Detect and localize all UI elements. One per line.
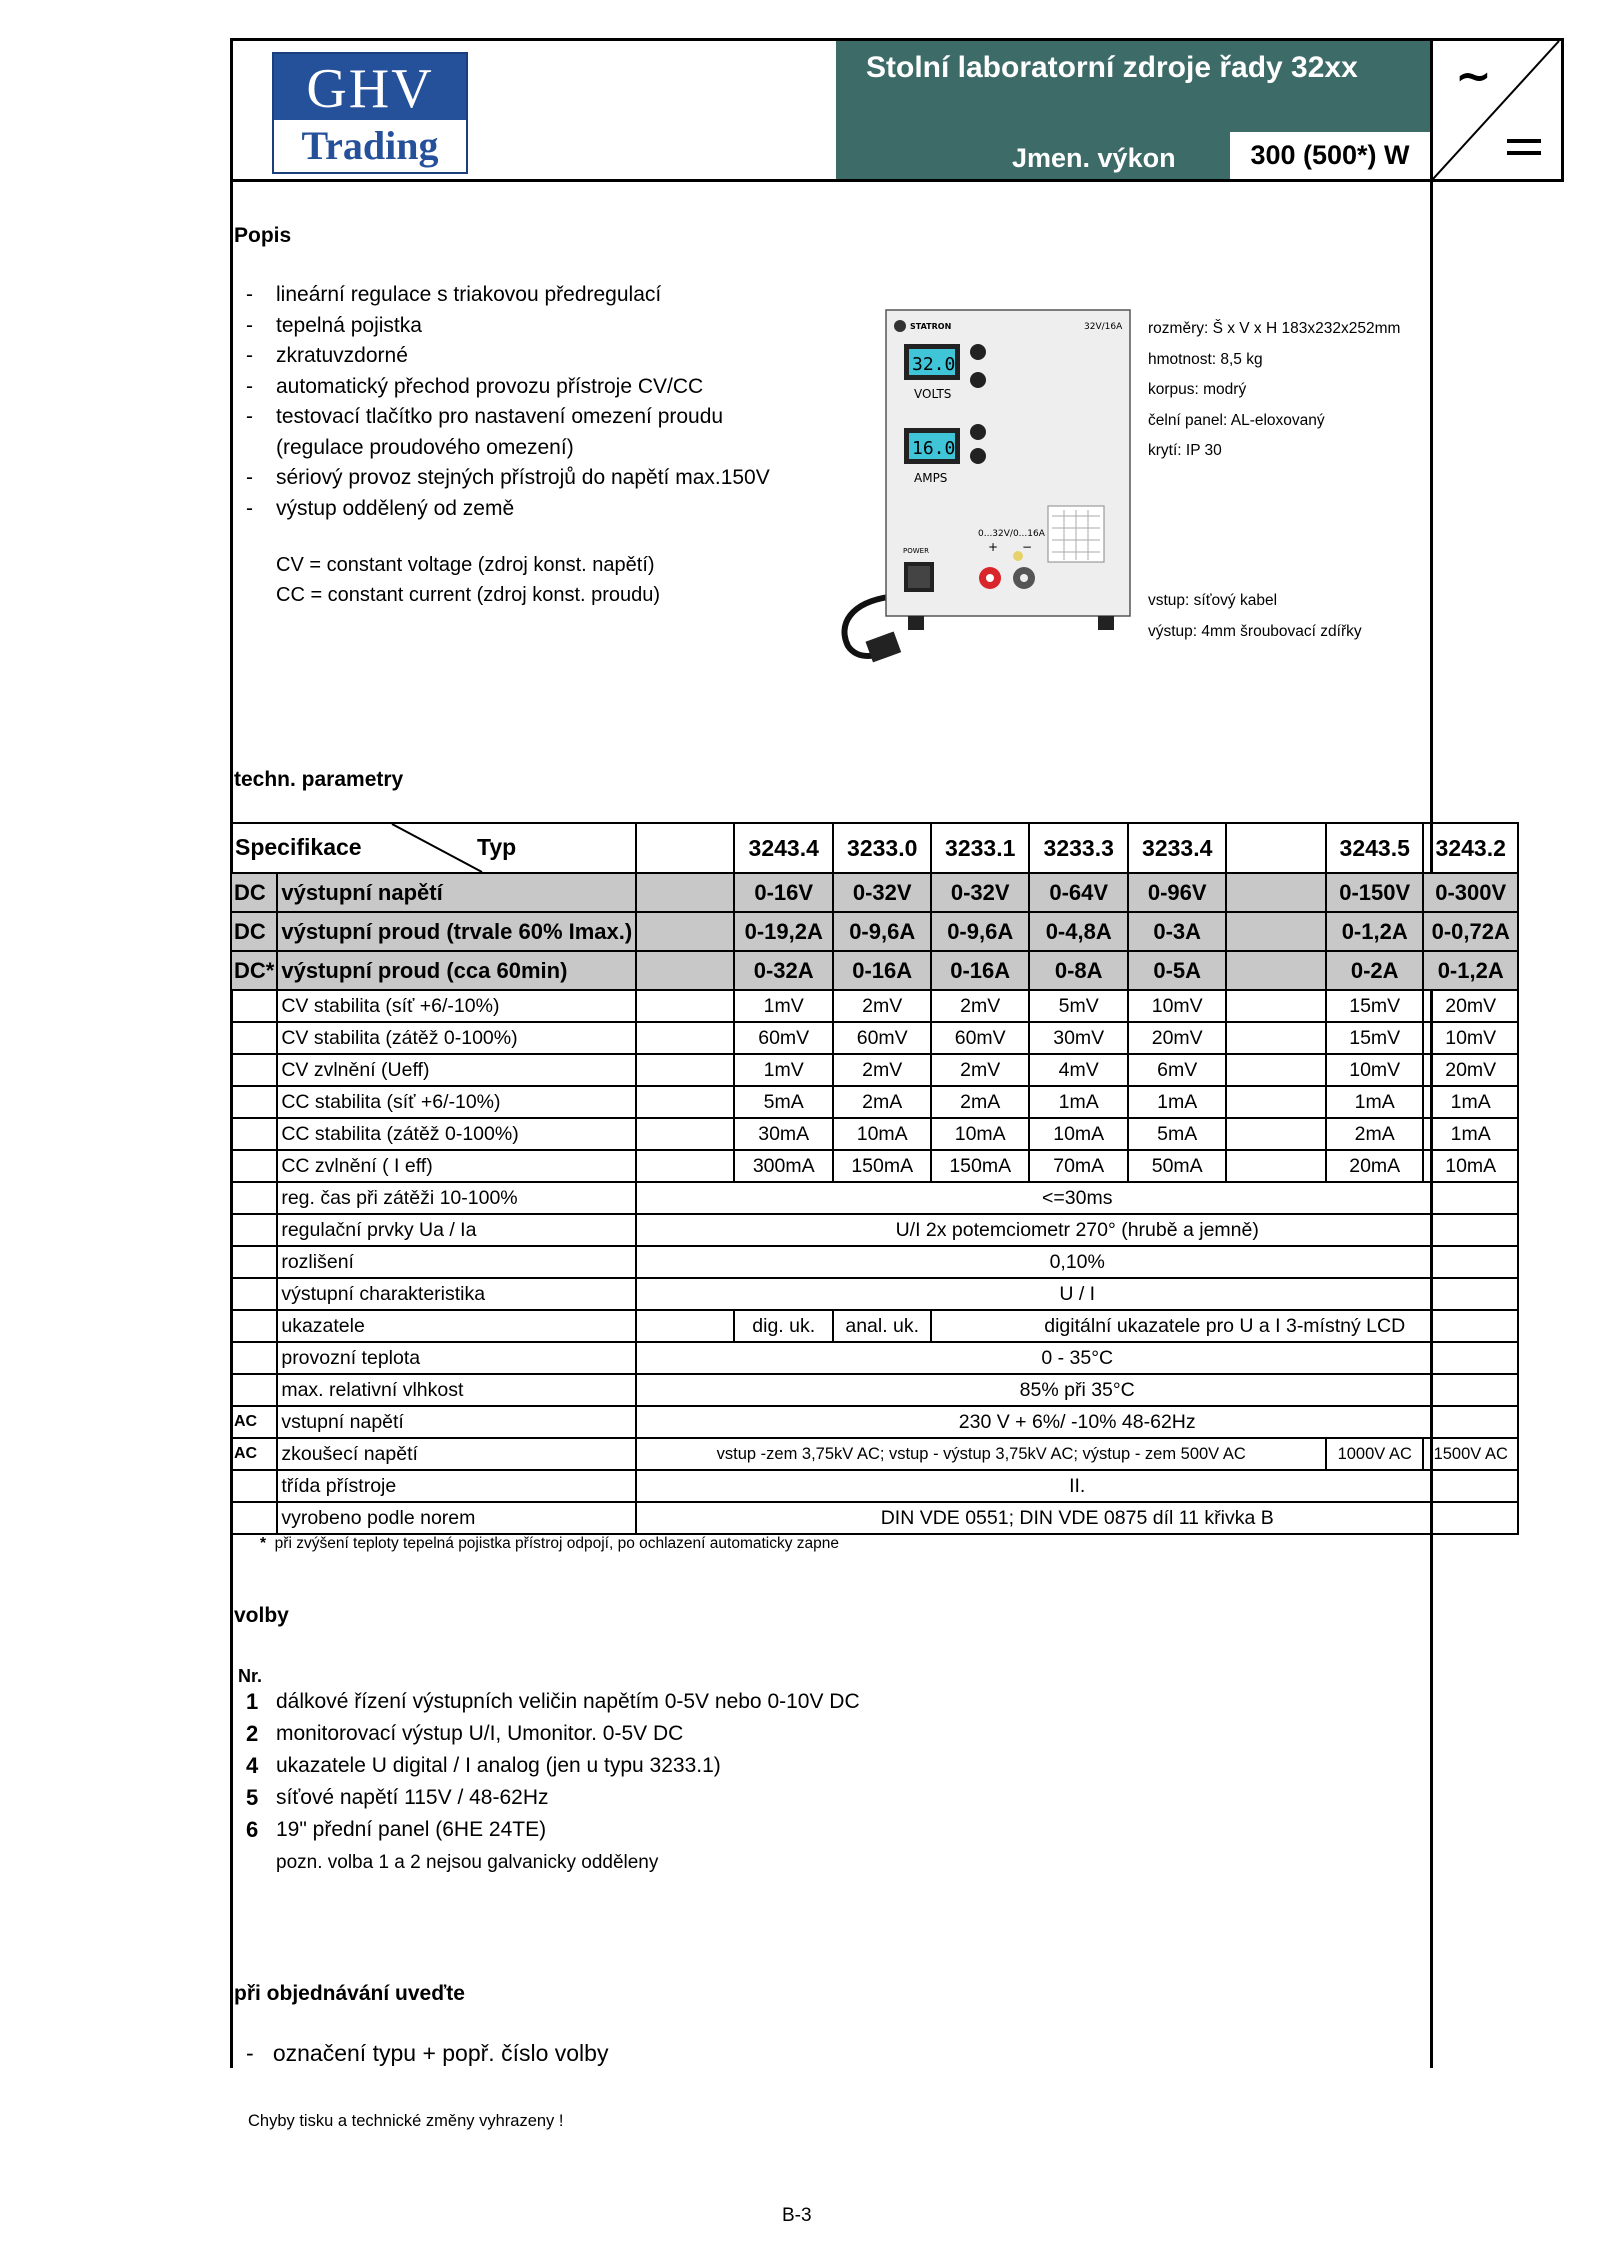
row-label: vstupní napětí (277, 1406, 636, 1438)
row-label: CV stabilita (síť +6/-10%) (277, 990, 636, 1022)
table-row (231, 1310, 1518, 1342)
power-supply-image (838, 306, 1138, 666)
logo-bottom: Trading (301, 123, 439, 168)
row-prefix (231, 1214, 277, 1246)
option-number: 5 (246, 1785, 259, 1810)
device-power-label: POWER (903, 547, 929, 555)
row-label: zkoušecí napětí (277, 1438, 636, 1470)
list-item: tepelná pojistka (276, 313, 422, 337)
table-cell: 0-1,2A (1423, 951, 1518, 990)
table-row (231, 1214, 1518, 1246)
row-label: výstupní napětí (277, 873, 636, 912)
row-prefix: AC (231, 1438, 277, 1470)
option-text: monitorovací výstup U/I, Umonitor. 0-5V DC (276, 1722, 684, 1745)
type-header: 3243.5 (1326, 823, 1423, 873)
table-cell (1226, 951, 1326, 990)
volby-list (246, 1686, 860, 1846)
table-cell (636, 1054, 734, 1086)
table-cell: U / I (636, 1278, 1518, 1310)
type-header (1226, 823, 1326, 873)
table-cell (636, 951, 734, 990)
table-cell: 2mA (931, 1086, 1029, 1118)
order-text: označení typu + popř. číslo volby (272, 2040, 609, 2066)
row-label: výstupní proud (trvale 60% Imax.) (277, 912, 636, 951)
tech-heading: techn. parametry (234, 768, 404, 791)
option-text: 19" přední panel (6HE 24TE) (276, 1818, 547, 1841)
table-cell: 0-4,8A (1029, 912, 1128, 951)
table-cell: 20mV (1128, 1022, 1226, 1054)
spec-table (230, 822, 1519, 1535)
list-item: sériový provoz stejných přístrojů do napětí max.150V (276, 466, 770, 489)
table-cell (636, 1086, 734, 1118)
device-range: 0...32V/0...16A (978, 529, 1045, 539)
table-cell (636, 873, 734, 912)
row-label: třída přístroje (277, 1470, 636, 1502)
table-cell: 5mA (734, 1086, 833, 1118)
table-cell: 1mA (1423, 1118, 1518, 1150)
row-label: CC zvlnění ( I eff) (277, 1150, 636, 1182)
table-cell: 50mA (1128, 1150, 1226, 1182)
table-cell: 300mA (734, 1150, 833, 1182)
row-label: max. relativní vlhkost (277, 1374, 636, 1406)
option-number: 2 (246, 1721, 259, 1746)
row-prefix (231, 1342, 277, 1374)
table-cell: 1mA (1326, 1086, 1423, 1118)
table-cell: DIN VDE 0551; DIN VDE 0875 díl 11 křivka B (636, 1502, 1518, 1534)
row-prefix (231, 1182, 277, 1214)
table-cell: 0-32A (734, 951, 833, 990)
footnote-text: při zvýšení teploty tepelná pojistka přístroj odpojí, po ochlazení automaticky zapne (274, 1535, 840, 1552)
table-cell (1226, 1086, 1326, 1118)
row-label: CC stabilita (zátěž 0-100%) (277, 1118, 636, 1150)
type-header: 3243.4 (734, 823, 833, 873)
row-prefix (231, 990, 277, 1022)
typ-label: Typ (477, 834, 517, 860)
list-item: testovací tlačítko pro nastavení omezení proudu (276, 405, 724, 428)
table-cell: 0-1,2A (1326, 912, 1423, 951)
table-cell: 6mV (1128, 1054, 1226, 1086)
order-line (246, 2040, 608, 2067)
table-cell: 0-2A (1326, 951, 1423, 990)
table-row (231, 1246, 1518, 1278)
option-text: síťové napětí 115V / 48-62Hz (276, 1786, 549, 1809)
popis-list: - lineární regulace s triakovou předregulací - tepelná pojistka - zkratuvzdorné - automatický přechod provozu přístroje CV/CC - testovací tlačítko pro nastavení omezení proudu (regulace proudového omezení) - sériový provoz stejných přístrojů do napětí max.150V - výstup oddělený od země (246, 280, 770, 524)
table-row (231, 873, 1518, 912)
table-cell: 0-9,6A (931, 912, 1029, 951)
spec-line: výstup: 4mm šroubovací zdířky (1148, 622, 1362, 640)
table-cell: 2mA (833, 1086, 931, 1118)
table-row (231, 1470, 1518, 1502)
table-cell: U/I 2x potemciometr 270° (hrubě a jemně) (636, 1214, 1518, 1246)
power-value: 300 (500*) W (1230, 132, 1430, 179)
table-cell: 0-32V (931, 873, 1029, 912)
row-prefix (231, 1086, 277, 1118)
ac-symbol: ~ (1455, 51, 1492, 102)
table-cell: 0-64V (1029, 873, 1128, 912)
row-label: CV stabilita (zátěž 0-100%) (277, 1022, 636, 1054)
row-label: výstupní proud (cca 60min) (277, 951, 636, 990)
table-cell: 0-300V (1423, 873, 1518, 912)
table-cell: 2mV (833, 1054, 931, 1086)
table-cell: 60mV (734, 1022, 833, 1054)
option-number: 6 (246, 1817, 259, 1842)
table-cell (636, 823, 734, 873)
row-prefix (231, 1502, 277, 1534)
table-cell: 15mV (1326, 1022, 1423, 1054)
table-cell: vstup -zem 3,75kV AC; vstup - výstup 3,75kV AC; výstup - zem 500V AC (636, 1438, 1326, 1470)
list-item: zkratuvzdorné (276, 344, 408, 367)
spec-line: rozměry: Š x V x H 183x232x252mm (1148, 320, 1401, 337)
page-title: Stolní laboratorní zdroje řady 32xx (866, 51, 1358, 84)
table-cell: 0,10% (636, 1246, 1518, 1278)
ghv-logo (272, 52, 468, 174)
spec-line: vstup: síťový kabel (1148, 592, 1278, 609)
table-cell: 85% při 35°C (636, 1374, 1518, 1406)
table-cell: dig. uk. (734, 1310, 833, 1342)
table-cell: 20mV (1423, 1054, 1518, 1086)
type-header: 3243.2 (1423, 823, 1518, 873)
table-cell (1226, 912, 1326, 951)
row-prefix: DC (231, 873, 277, 912)
order-heading: při objednávání uveďte (234, 1982, 465, 2005)
table-cell: 20mA (1326, 1150, 1423, 1182)
table-cell: 0-5A (1128, 951, 1226, 990)
errors-disclaimer: Chyby tisku a technické změny vyhrazeny ! (248, 2112, 564, 2130)
table-cell: 10mA (833, 1118, 931, 1150)
table-cell: 0-19,2A (734, 912, 833, 951)
footnote (260, 1535, 839, 1553)
row-prefix: AC (231, 1406, 277, 1438)
spec-typ-cell (231, 823, 636, 873)
table-header-row (231, 823, 1518, 873)
table-cell: 30mV (1029, 1022, 1128, 1054)
table-cell: 0 - 35°C (636, 1342, 1518, 1374)
spec-line: korpus: modrý (1148, 381, 1247, 398)
amps-label: AMPS (914, 471, 948, 485)
type-header: 3233.1 (931, 823, 1029, 873)
table-cell: 70mA (1029, 1150, 1128, 1182)
table-cell: 1500V AC (1423, 1438, 1518, 1470)
table-cell: 5mA (1128, 1118, 1226, 1150)
table-cell: 1mA (1029, 1086, 1128, 1118)
table-cell (1226, 873, 1326, 912)
row-prefix (231, 1118, 277, 1150)
table-row (231, 912, 1518, 951)
logo-top: GHV (274, 54, 466, 120)
table-cell: 30mA (734, 1118, 833, 1150)
list-item: (regulace proudového omezení) (276, 435, 574, 459)
table-cell: 5mV (1029, 990, 1128, 1022)
row-label: reg. čas při zátěži 10-100% (277, 1182, 636, 1214)
table-cell: 2mV (833, 990, 931, 1022)
list-item: automatický přechod provozu přístroje CV/CC (276, 374, 704, 398)
cv-cc-legend (276, 550, 660, 610)
row-prefix (231, 1150, 277, 1182)
row-prefix (231, 1054, 277, 1086)
plus-label: + (988, 540, 999, 554)
volby-heading: volby (234, 1604, 289, 1627)
type-header: 3233.0 (833, 823, 931, 873)
table-cell (1226, 1022, 1326, 1054)
amps-display: 16.0 (912, 438, 956, 459)
table-cell: 2mV (931, 1054, 1029, 1086)
table-cell: 150mA (833, 1150, 931, 1182)
table-cell (636, 912, 734, 951)
minus-label: − (1022, 540, 1033, 554)
popis-heading: Popis (234, 224, 292, 247)
table-cell: 1mA (1423, 1086, 1518, 1118)
row-prefix (231, 1246, 277, 1278)
row-label: CV zvlnění (Ueff) (277, 1054, 636, 1086)
table-row (231, 1150, 1518, 1182)
table-cell: 15mV (1326, 990, 1423, 1022)
row-label: provozní teplota (277, 1342, 636, 1374)
device-specs (1148, 314, 1400, 467)
row-prefix (231, 1310, 277, 1342)
table-cell: 60mV (833, 1022, 931, 1054)
footnote-star: * (260, 1535, 267, 1552)
table-cell: <=30ms (636, 1182, 1518, 1214)
table-cell: 10mV (1326, 1054, 1423, 1086)
table-cell (636, 1022, 734, 1054)
table-row (231, 990, 1518, 1022)
table-cell: digitální ukazatele pro U a I 3-místný LCD (931, 1310, 1518, 1342)
table-cell: 1mV (734, 1054, 833, 1086)
table-cell: 1mA (1128, 1086, 1226, 1118)
table-row (231, 1022, 1518, 1054)
type-header: 3233.4 (1128, 823, 1226, 873)
table-cell (1226, 1118, 1326, 1150)
table-cell: 20mV (1423, 990, 1518, 1022)
table-cell: 0-150V (1326, 873, 1423, 912)
volts-label: VOLTS (914, 387, 952, 401)
spec-label: Specifikace (235, 834, 362, 860)
table-cell: 0-0,72A (1423, 912, 1518, 951)
ac-dc-symbol (1430, 38, 1564, 182)
table-cell: 0-16V (734, 873, 833, 912)
table-cell: II. (636, 1470, 1518, 1502)
spec-line: čelní panel: AL-eloxovaný (1148, 411, 1325, 429)
row-prefix (231, 1470, 277, 1502)
power-label: Jmen. výkon (1012, 143, 1176, 173)
table-cell: 10mV (1128, 990, 1226, 1022)
option-text: ukazatele U digital / I analog (jen u typu 3233.1) (276, 1754, 721, 1777)
table-cell: anal. uk. (833, 1310, 931, 1342)
spec-line: krytí: IP 30 (1148, 442, 1222, 459)
list-item: lineární regulace s triakovou předregulací (276, 283, 662, 306)
table-cell (636, 990, 734, 1022)
table-cell (636, 1150, 734, 1182)
ac-dc-symbol-icon (1433, 41, 1561, 179)
table-row (231, 1342, 1518, 1374)
table-cell: 10mA (931, 1118, 1029, 1150)
row-prefix: DC* (231, 951, 277, 990)
row-prefix (231, 1374, 277, 1406)
table-cell: 60mV (931, 1022, 1029, 1054)
nr-label: Nr. (238, 1666, 263, 1686)
table-cell: 230 V + 6%/ -10% 48-62Hz (636, 1406, 1518, 1438)
table-cell: 0-9,6A (833, 912, 931, 951)
table-cell: 0-96V (1128, 873, 1226, 912)
table-cell (1226, 1054, 1326, 1086)
table-cell: 0-16A (931, 951, 1029, 990)
option-number: 4 (246, 1753, 259, 1778)
page-number: B-3 (782, 2205, 812, 2226)
table-row (231, 1054, 1518, 1086)
volts-display: 32.0 (912, 354, 956, 375)
table-cell (636, 1118, 734, 1150)
row-prefix: DC (231, 912, 277, 951)
table-row (231, 1406, 1518, 1438)
device-brand: STATRON (910, 322, 952, 331)
table-cell: 1000V AC (1326, 1438, 1423, 1470)
table-row (231, 1086, 1518, 1118)
table-row (231, 1182, 1518, 1214)
table-cell: 0-3A (1128, 912, 1226, 951)
table-row (231, 1502, 1518, 1534)
cc-text: CC = constant current (zdroj konst. proudu) (276, 584, 661, 606)
row-prefix (231, 1278, 277, 1310)
table-cell: 0-32V (833, 873, 931, 912)
type-header: 3233.3 (1029, 823, 1128, 873)
table-cell: 4mV (1029, 1054, 1128, 1086)
table-cell: 2mV (931, 990, 1029, 1022)
table-cell: 2mA (1326, 1118, 1423, 1150)
table-cell: 0-16A (833, 951, 931, 990)
table-cell (636, 1310, 734, 1342)
device-model: 32V/16A (1084, 322, 1123, 332)
volby-note: pozn. volba 1 a 2 nejsou galvanicky odděleny (276, 1852, 659, 1873)
row-label: regulační prvky Ua / Ia (277, 1214, 636, 1246)
table-cell: 0-8A (1029, 951, 1128, 990)
spec-line: hmotnost: 8,5 kg (1148, 350, 1263, 368)
table-row (231, 1278, 1518, 1310)
table-cell (1226, 990, 1326, 1022)
table-cell: 10mV (1423, 1022, 1518, 1054)
table-row (231, 1374, 1518, 1406)
option-number: 1 (246, 1689, 259, 1714)
row-label: CC stabilita (síť +6/-10%) (277, 1086, 636, 1118)
table-row (231, 1438, 1518, 1470)
table-row (231, 951, 1518, 990)
table-cell: 10mA (1029, 1118, 1128, 1150)
order-dash: - (246, 2040, 254, 2066)
option-text: dálkové řízení výstupních veličin napětím 0-5V nebo 0-10V DC (276, 1690, 860, 1713)
table-cell (1226, 1150, 1326, 1182)
row-label: výstupní charakteristika (277, 1278, 636, 1310)
table-cell: 150mA (931, 1150, 1029, 1182)
row-label: ukazatele (277, 1310, 636, 1342)
row-label: rozlišení (277, 1246, 636, 1278)
table-cell: 10mA (1423, 1150, 1518, 1182)
row-prefix (231, 1022, 277, 1054)
table-row (231, 1118, 1518, 1150)
table-cell: 1mV (734, 990, 833, 1022)
device-io (1148, 586, 1362, 647)
list-item: výstup oddělený od země (276, 496, 515, 520)
cv-text: CV = constant voltage (zdroj konst. napětí) (276, 554, 655, 576)
row-label: vyrobeno podle norem (277, 1502, 636, 1534)
